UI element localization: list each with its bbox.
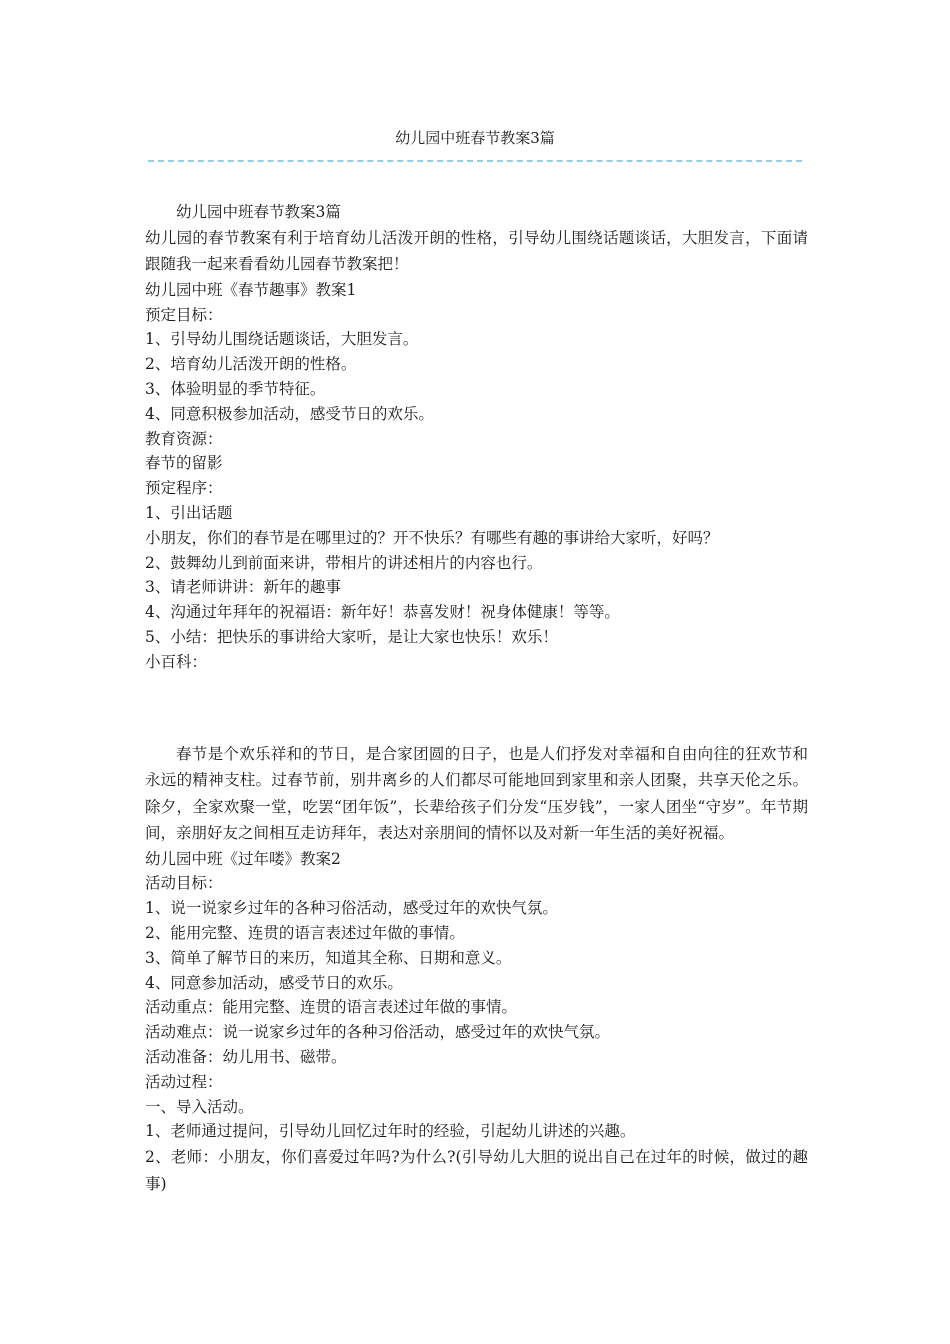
lesson1-process-item: 3、请老师讲讲：新年的趣事 — [145, 578, 341, 597]
encyclopedia-heading: 小百科： — [145, 652, 208, 671]
document-title: 幼儿园中班春节教案3篇 — [395, 129, 555, 147]
lesson1-title: 幼儿园中班《春节趣事》教案1 — [145, 280, 357, 299]
lesson1-goal-item: 1、引导幼儿围绕话题谈话，大胆发言。 — [145, 330, 419, 349]
lesson1-goal-item: 2、培育幼儿活泼开朗的性格。 — [145, 355, 357, 374]
lesson2-process-heading: 活动过程： — [145, 1072, 223, 1091]
blank-space — [145, 675, 808, 741]
encyclopedia-paragraph: 春节是个欢乐祥和的节日，是合家团圆的日子，也是人们抒发对幸福和自由向往的狂欢节和永远的精神支柱。过春节前，别井离乡的人们都尽可能地回到家里和亲人团聚，共享天伦之乐。除夕，全家欢聚一堂，吃罢“团年饭”，长辈给孩子们分发“压岁钱”，一家人团坐“守岁”。年节期间，亲朋好友之间相互走访拜年，表达对亲朋间的情怀以及对新一年生活的美好祝福。 — [145, 744, 808, 843]
intro-title: 幼儿园中班春节教案3篇 — [176, 203, 341, 221]
lesson2-process-item: 2、老师：小朋友，你们喜爱过年吗?为什么?(引导幼儿大胆的说出自己在过年的时候，做过的趣事) — [145, 1148, 808, 1193]
lesson2-goals-heading: 活动目标： — [145, 874, 223, 893]
lesson2-process-item: 一、导入活动。 — [145, 1097, 254, 1116]
lesson2-goal-item: 1、说一说家乡过年的各种习俗活动，感受过年的欢快气氛。 — [145, 899, 558, 918]
intro-paragraph: 幼儿园的春节教案有利于培育幼儿活泼开朗的性格，引导幼儿围绕话题谈话，大胆发言，下面请跟随我一起来看看幼儿园春节教案把！ — [145, 228, 808, 274]
lesson1-process-heading: 预定程序： — [145, 479, 223, 498]
lesson1-resources: 春节的留影 — [145, 454, 223, 473]
lesson1-goal-item: 3、体验明显的季节特征。 — [145, 379, 326, 398]
lesson1-process-item: 2、鼓舞幼儿到前面来讲，带相片的讲述相片的内容也行。 — [145, 553, 543, 572]
lesson2-goal-item: 4、同意参加活动，感受节日的欢乐。 — [145, 973, 403, 992]
lesson2-difficulty: 活动难点：说一说家乡过年的各种习俗活动，感受过年的欢快气氛。 — [145, 1023, 611, 1042]
lesson1-process-item: 4、沟通过年拜年的祝福语：新年好！恭喜发财！祝身体健康！等等。 — [145, 603, 620, 622]
lesson2-goal-item: 3、简单了解节日的来历，知道其全称、日期和意义。 — [145, 948, 512, 967]
lesson2-title: 幼儿园中班《过年喽》教案2 — [145, 849, 341, 868]
lesson2-process-item: 1、老师通过提问，引导幼儿回忆过年时的经验，引起幼儿讲述的兴趣。 — [145, 1122, 636, 1141]
title-divider — [148, 160, 802, 162]
lesson1-process-item: 小朋友，你们的春节是在哪里过的？开不快乐？有哪些有趣的事讲给大家听，好吗？ — [145, 528, 719, 547]
lesson2-preparation: 活动准备：幼儿用书、磁带。 — [145, 1047, 347, 1066]
lesson1-goals-heading: 预定目标： — [145, 305, 223, 324]
lesson1-process-item: 1、引出话题 — [145, 503, 233, 522]
lesson2-goal-item: 2、能用完整、连贯的语言表述过年做的事情。 — [145, 923, 465, 942]
document-body — [145, 200, 808, 1197]
lesson1-process-item: 5、小结：把快乐的事讲给大家听，是让大家也快乐！欢乐！ — [145, 627, 558, 646]
lesson1-goal-item: 4、同意积极参加活动，感受节日的欢乐。 — [145, 404, 434, 423]
lesson1-resources-heading: 教育资源： — [145, 429, 223, 448]
lesson2-key-point: 活动重点：能用完整、连贯的语言表述过年做的事情。 — [145, 998, 518, 1017]
